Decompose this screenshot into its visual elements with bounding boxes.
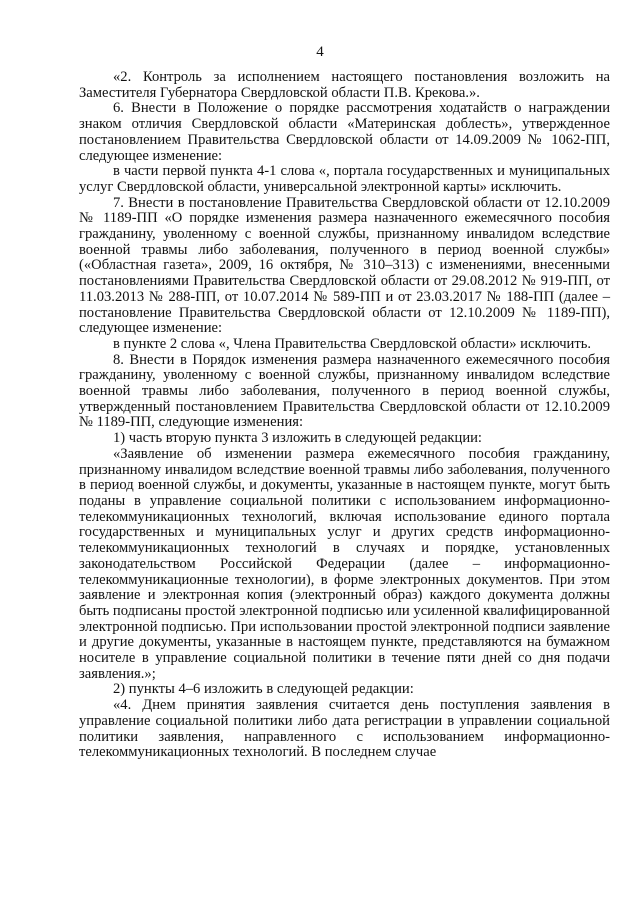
paragraph: в части первой пункта 4-1 слова «, портала государственных и муниципальных услуг Свердловской области, универсальной электронной карты» исключить. [79, 163, 610, 195]
paragraph: 7. Внести в постановление Правительства Свердловской области от 12.10.2009 № 1189-ПП «О порядке изменения размера назначенного ежемесячного пособия гражданину, уволенному с военной службы, признанному инвалидом вследствие военной травмы либо заболевания, полученного в период военной службы» («Областная газета», 2009, 16 октября, № 310–313) с изменениями, внесенными постановлениями Правительства Свердловской области от 29.08.2012 № 919-ПП, от 11.03.2013 № 288-ПП, от 10.07.2014 № 589-ПП и от 23.03.2017 № 188-ПП (далее – постановление Правительства Свердловской области от 12.10.2009 № 1189-ПП), следующее изменение: [79, 194, 610, 337]
paragraph: 2) пункты 4–6 изложить в следующей редакции: [113, 681, 414, 698]
paragraph: «Заявление об изменении размера ежемесячного пособия гражданину, признанному инвалидом вследствие военной травмы либо заболевания, полученного в период военной службы, и документы, указанные в настоящем пункте, могут быть поданы в управление социальной политики с использованием информационно-телекоммуникационных технологий, включая использование единого портала государственных и муниципальных услуг и других средств информационно-телекоммуникационных технологий в случаях и порядке, установленных законодательством Российской Федерации (далее – информационно-телекоммуникационные технологии), в форме электронных документов. При этом заявление и электронная копия (электронный образ) каждого документа должны быть подписаны простой электронной подписью или усиленной квалифицированной электронной подписью. При использовании простой электронной подписи заявление и другие документы, указанные в настоящем пункте, представляются на бумажном носителе в управление социальной политики в течение пяти дней со дня подачи заявления.»; [79, 445, 610, 682]
paragraph: 1) часть вторую пункта 3 изложить в следующей редакции: [113, 430, 482, 447]
paragraph: «2. Контроль за исполнением настоящего постановления возложить на Заместителя Губернатора Свердловской области П.В. Крекова.». [79, 69, 610, 101]
page-number: 4 [316, 44, 324, 60]
paragraph: «4. Днем принятия заявления считается день поступления заявления в управление социальной политики либо дата регистрации в управлении социальной политики заявления, направленного с использованием информационно-телекоммуникационных технологий. В последнем случае [79, 697, 610, 761]
paragraph: 6. Внести в Положение о порядке рассмотрения ходатайств о награждении знаком отличия Свердловской области «Материнская доблесть», утвержденное постановлением Правительства Свердловской области от 14.09.2009 № 1062-ПП, следующее изменение: [79, 100, 610, 164]
paragraph: 8. Внести в Порядок изменения размера назначенного ежемесячного пособия гражданину, уволенному с военной службы, признанному инвалидом вследствие военной травмы либо заболевания, полученного в период военной службы, утвержденный постановлением Правительства Свердловской области от 12.10.2009 № 1189-ПП, следующие изменения: [79, 351, 610, 431]
paragraph: в пункте 2 слова «, Члена Правительства Свердловской области» исключить. [113, 335, 592, 352]
document-body [79, 70, 610, 761]
